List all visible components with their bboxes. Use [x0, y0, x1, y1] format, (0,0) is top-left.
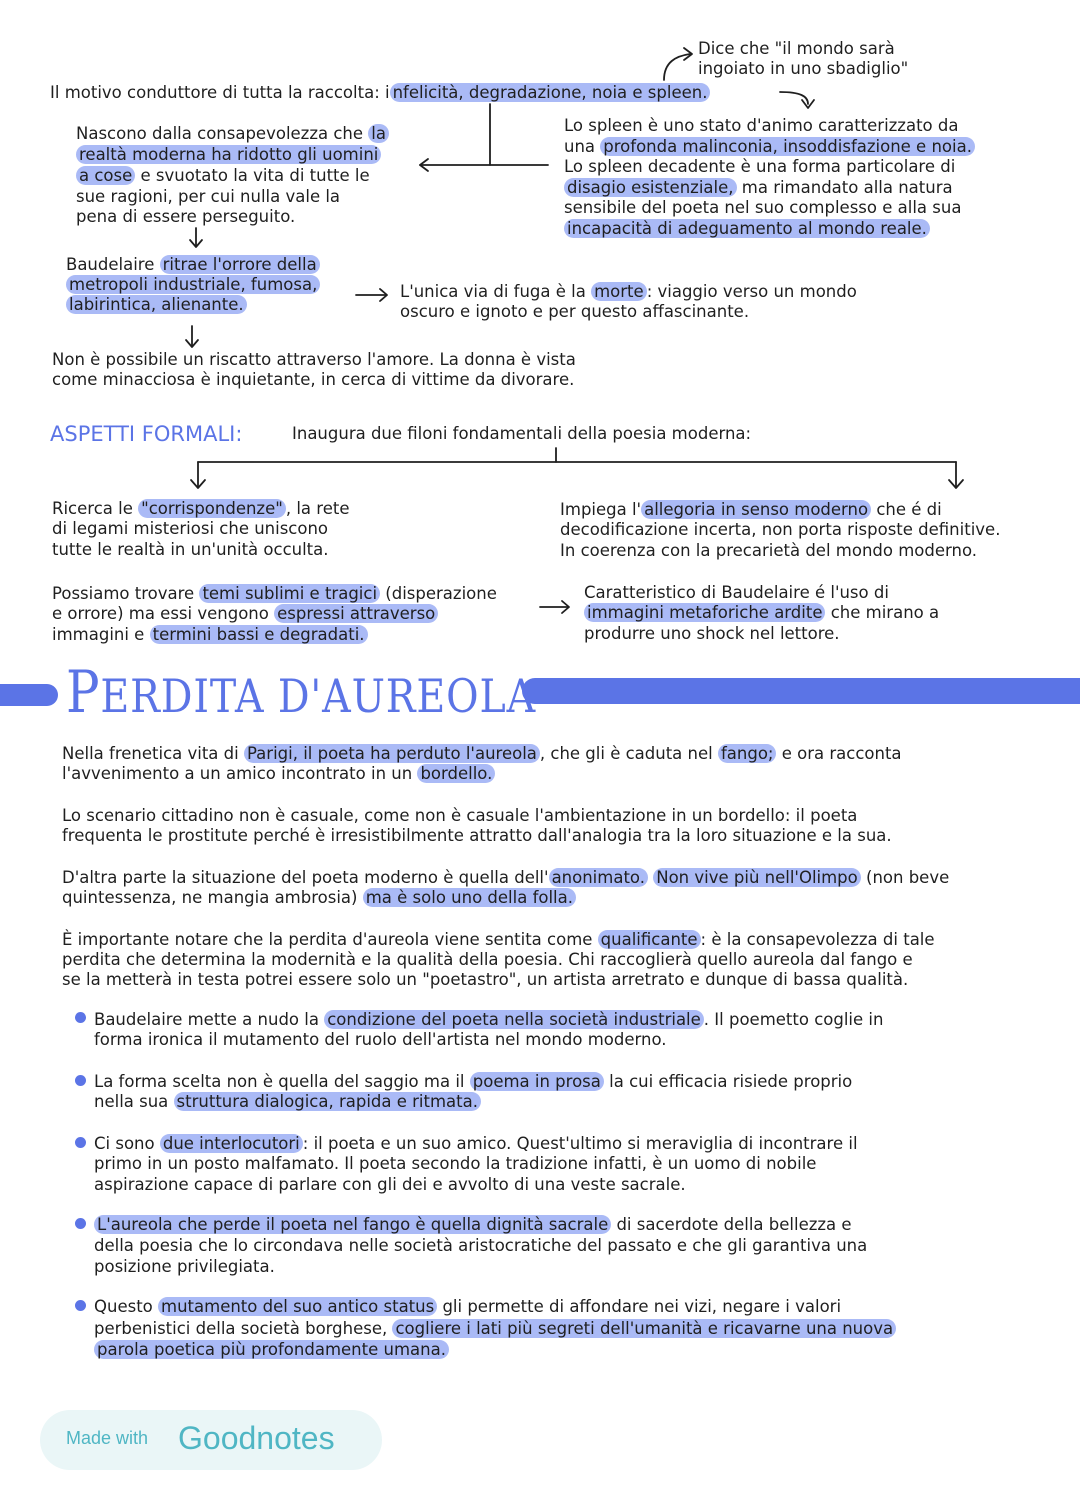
highlight: bordello. — [417, 764, 495, 783]
highlight: morte — [591, 282, 647, 301]
highlight: labirintica, alienante. — [66, 295, 247, 314]
spleen-line-6 — [564, 219, 930, 240]
made-with-label: Made with — [66, 1428, 149, 1448]
allegoria-line-3: In coerenza con la precarietà del mondo moderno. — [560, 541, 978, 560]
text: (disperazione — [380, 584, 497, 603]
highlight: la — [368, 124, 389, 143]
text: La forma scelta non è quella del saggio ma il — [94, 1072, 470, 1091]
text: perbenistici della società borghese, — [94, 1319, 393, 1338]
text: la cui efficacia risiede proprio — [603, 1072, 853, 1091]
text: quintessenza, ne mangia ambrosia) — [62, 888, 363, 907]
p2-line-2: frequenta le prostitute perché è irresistibilmente attratto dall'analogia tra la loro situazione e la sua. — [62, 826, 892, 845]
annotation-line-1: Dice che "il mondo sarà — [698, 39, 895, 58]
highlight: Parigi, il poeta ha perduto l'aureola — [244, 744, 540, 763]
text: Possiamo trovare — [52, 584, 200, 603]
bullet-dot — [75, 1218, 86, 1229]
nascono-line-5: pena di essere perseguito. — [76, 207, 296, 226]
highlight: disagio esistenziale, — [564, 178, 737, 197]
highlight: profonda malinconia, insoddisfazione e noia. — [600, 137, 975, 156]
bullet-dot — [75, 1137, 86, 1148]
spleen-line-1: Lo spleen è uno stato d'animo caratterizzato da — [564, 116, 959, 135]
p3-line-2 — [62, 888, 576, 909]
highlight: a cose — [76, 166, 135, 185]
highlight: condizione del poeta nella società industriale — [324, 1010, 704, 1029]
text: immagini e — [52, 625, 150, 644]
spleen-line-2 — [564, 137, 975, 158]
fuga-line-1 — [400, 282, 857, 303]
p4-line-2: perdita che determina la modernità e la qualità della poesia. Chi raccoglierà quello aureola dal fango e — [62, 950, 913, 969]
text: che mirano a — [825, 603, 940, 622]
goodnotes-logo: Goodnotes — [178, 1420, 335, 1456]
text: Ricerca le — [52, 499, 139, 518]
highlight: anonimato. — [549, 868, 648, 887]
highlight: realtà moderna ha ridotto gli uomini — [76, 145, 381, 164]
nascono-line-4: sue ragioni, per cui nulla vale la — [76, 187, 341, 206]
motivo-line — [50, 83, 710, 104]
b3-line-1 — [94, 1134, 858, 1155]
text: Impiega l' — [560, 500, 642, 519]
baudelaire-line-1 — [66, 255, 320, 276]
spleen-line-5: sensibile del poeta nel suo complesso e alla sua — [564, 198, 962, 217]
highlight: ritrae l'orrore della — [160, 255, 320, 274]
highlight: struttura dialogica, rapida e ritmata. — [174, 1092, 481, 1111]
text: che é di — [871, 500, 942, 519]
text: D'altra parte la situazione del poeta moderno è quella dell' — [62, 868, 549, 887]
text: Baudelaire — [66, 255, 160, 274]
highlight: parola poetica più profondamente umana. — [94, 1340, 449, 1359]
text: L'unica via di fuga è la — [400, 282, 592, 301]
text: Nella frenetica vita di — [62, 744, 244, 763]
allegoria-line-2: decodificazione incerta, non porta risposte definitive. — [560, 520, 1001, 539]
text: ma rimandato alla natura — [736, 178, 953, 197]
corrispondenze-line-3: tutte le realtà in un'unità occulta. — [52, 540, 329, 559]
b3-line-3: aspirazione capace di parlare con gli dei e avvolto di una veste sacrale. — [94, 1175, 686, 1194]
text: di sacerdote della bellezza e — [611, 1215, 852, 1234]
motivo-highlight: nfelicità, degradazione, noia e spleen. — [390, 83, 711, 102]
bullet-dot — [75, 1012, 86, 1023]
text: . Il poemetto coglie in — [703, 1010, 884, 1029]
text: e ora racconta — [776, 744, 902, 763]
highlight: termini bassi e degradati. — [150, 625, 368, 644]
title-bar-right — [522, 678, 1080, 704]
text: gli permette di affondare nei vizi, negare i valori — [437, 1297, 842, 1316]
p3-line-1 — [62, 868, 949, 889]
text: e svuotato la vita di tutte le — [135, 166, 370, 185]
text: Baudelaire mette a nudo la — [94, 1010, 325, 1029]
text: nella sua — [94, 1092, 174, 1111]
title-initial: P — [66, 658, 101, 726]
text: e orrore) ma essi vengono — [52, 604, 275, 623]
highlight: incapacità di adeguamento al mondo reale. — [564, 219, 930, 238]
amore-line-2: come minacciosa è inquietante, in cerca di vittime da divorare. — [52, 370, 575, 389]
text: (non beve — [860, 868, 950, 887]
highlight: "corrispondenze" — [138, 499, 286, 518]
b5-line-2 — [94, 1319, 896, 1340]
text: Nascono dalla consapevolezza che — [76, 124, 369, 143]
text: : viaggio verso un mondo — [646, 282, 857, 301]
highlight: poema in prosa — [470, 1072, 604, 1091]
p2-line-1: Lo scenario cittadino non è casuale, come non è casuale l'ambientazione in un bordello: il poeta — [62, 806, 858, 825]
spleen-line-3: Lo spleen decadente è una forma particolare di — [564, 157, 956, 176]
b2-line-1 — [94, 1072, 852, 1093]
b5-line-3 — [94, 1340, 449, 1361]
p1-line-1 — [62, 744, 902, 765]
highlight: due interlocutori — [160, 1134, 303, 1153]
p4-line-1 — [62, 930, 935, 951]
b2-line-2 — [94, 1092, 481, 1113]
goodnotes-badge[interactable] — [40, 1410, 382, 1470]
title-rest: ERDITA D'AUREOLA — [100, 669, 537, 723]
highlight: qualificante — [598, 930, 701, 949]
bullet-dot — [75, 1075, 86, 1086]
caratteristico-line-3: produrre uno shock nel lettore. — [584, 624, 840, 643]
nascono-line-3 — [76, 166, 370, 187]
highlight: mutamento del suo antico status — [158, 1297, 437, 1316]
text: È importante notare che la perdita d'aureola viene sentita come — [62, 930, 598, 949]
text: : il poeta e un suo amico. Quest'ultimo si meraviglia di incontrare il — [302, 1134, 858, 1153]
amore-line-1: Non è possibile un riscatto attraverso l'amore. La donna è vista — [52, 350, 576, 369]
p4-line-3: se la metterà in testa potrei essere solo un "poetastro", un artista arretrato e dunque di bassa qualità. — [62, 970, 909, 989]
formali-heading: ASPETTI FORMALI: — [50, 422, 243, 446]
text: : è la consapevolezza di tale — [700, 930, 935, 949]
text: Ci sono — [94, 1134, 160, 1153]
spleen-line-4 — [564, 178, 953, 199]
b4-line-1 — [94, 1215, 852, 1236]
highlight: espressi attraverso — [274, 604, 438, 623]
annotation-line-2: ingoiato in uno sbadiglio" — [698, 59, 909, 78]
temi-line-1 — [52, 584, 497, 605]
fuga-line-2: oscuro e ignoto e per questo affascinante. — [400, 302, 750, 321]
title-bar-left — [0, 684, 58, 706]
highlight: fango; — [718, 744, 777, 763]
baudelaire-line-3 — [66, 295, 247, 316]
text: una — [564, 137, 601, 156]
caratteristico-line-1: Caratteristico di Baudelaire é l'uso di — [584, 583, 889, 602]
highlight: immagini metaforiche ardite — [584, 603, 825, 622]
text: l'avvenimento a un amico incontrato in un — [62, 764, 418, 783]
corrispondenze-line-1 — [52, 499, 349, 520]
corrispondenze-line-2: di legami misteriosi che uniscono — [52, 519, 329, 538]
b3-line-2: primo in un posto malfamato. Il poeta secondo la tradizione infatti, è un uomo di nobile — [94, 1154, 817, 1173]
highlight: Non vive più nell'Olimpo — [653, 868, 861, 887]
text: , che gli è caduta nel — [539, 744, 718, 763]
nascono-line-1 — [76, 124, 389, 145]
allegoria-line-1 — [560, 500, 942, 521]
text: , la rete — [285, 499, 350, 518]
highlight: metropoli industriale, fumosa, — [66, 275, 320, 294]
formali-intro: Inaugura due filoni fondamentali della poesia moderna: — [292, 424, 752, 443]
temi-line-3 — [52, 625, 368, 646]
bullet-dot — [75, 1300, 86, 1311]
temi-line-2 — [52, 604, 438, 625]
b4-line-3: posizione privilegiata. — [94, 1257, 275, 1276]
nascono-line-2 — [76, 145, 381, 166]
baudelaire-line-2 — [66, 275, 320, 296]
highlight: L'aureola che perde il poeta nel fango è quella dignità sacrale — [94, 1215, 611, 1234]
motivo-prefix: Il motivo conduttore di tutta la raccolta: i — [50, 83, 390, 102]
b4-line-2: della poesia che lo circondava nelle società aristocratiche del passato e che gli garantiva una — [94, 1236, 868, 1255]
section-title — [66, 658, 537, 726]
b1-line-1 — [94, 1010, 883, 1031]
highlight: temi sublimi e tragici — [199, 584, 380, 603]
b1-line-2: forma ironica il mutamento del ruolo dell'artista nel mondo moderno. — [94, 1030, 667, 1049]
highlight: allegoria in senso moderno — [641, 500, 871, 519]
p1-line-2 — [62, 764, 495, 785]
caratteristico-line-2 — [584, 603, 939, 624]
highlight: cogliere i lati più segreti dell'umanità e ricavarne una nuova — [392, 1319, 896, 1338]
highlight: ma è solo uno della folla. — [363, 888, 576, 907]
b5-line-1 — [94, 1297, 841, 1318]
text: Questo — [94, 1297, 159, 1316]
